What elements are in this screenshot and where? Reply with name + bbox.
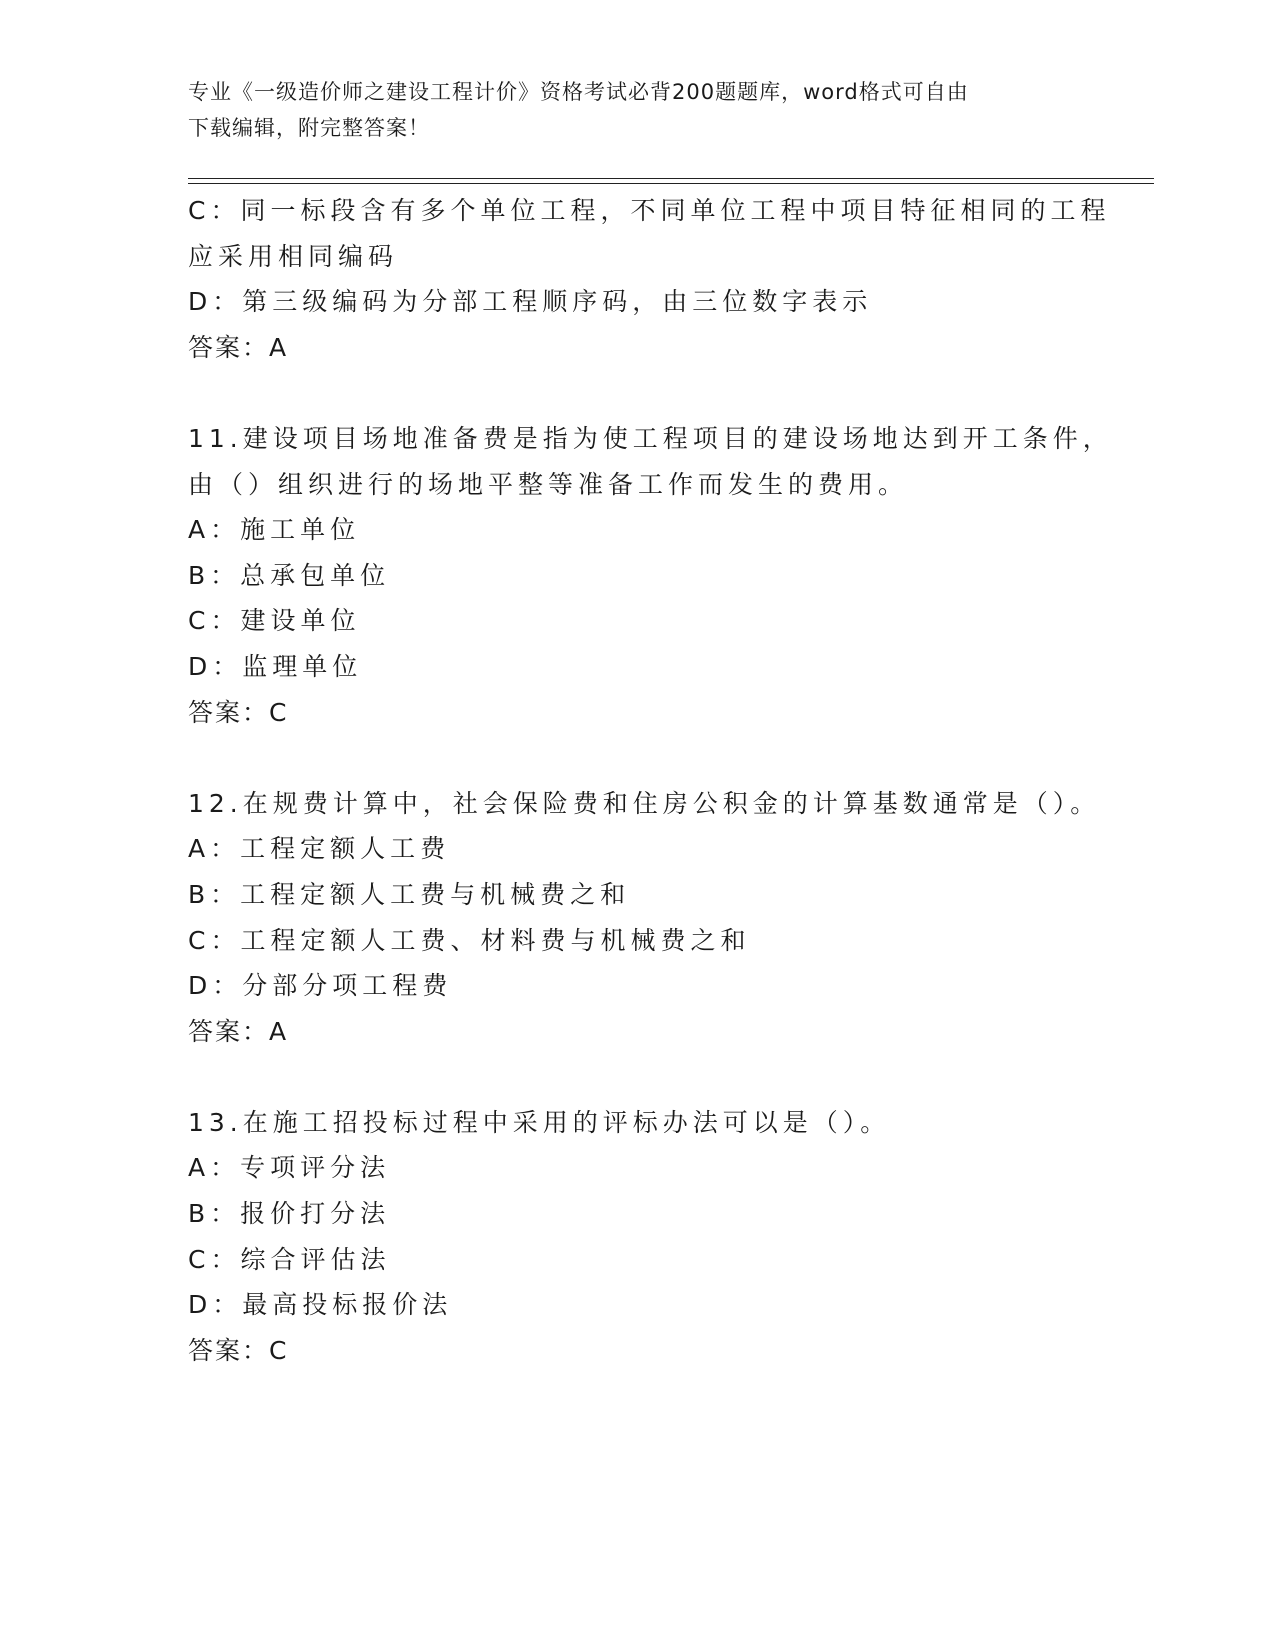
answer: 答案：A: [188, 1016, 289, 1046]
option-c: C：综合评估法: [188, 1244, 391, 1274]
header-title-line-1: 专业《一级造价师之建设工程计价》资格考试必背200题题库，word格式可自由: [188, 80, 969, 104]
answer: 答案：C: [188, 697, 289, 727]
option-b: B：工程定额人工费与机械费之和: [188, 879, 631, 909]
question-stem-line-1: 13.在施工招投标过程中采用的评标办法可以是（）。: [188, 1107, 891, 1137]
question-10-continuation: [188, 188, 1148, 370]
header-divider-bottom: [188, 183, 1154, 184]
option-d: D：分部分项工程费: [188, 971, 453, 1001]
option-b: B：报价打分法: [188, 1199, 391, 1229]
option-a: A：专项评分法: [188, 1153, 391, 1183]
header-divider-top: [188, 178, 1154, 179]
option-a: A：施工单位: [188, 515, 361, 545]
question-stem-line-1: 12.在规费计算中，社会保险费和住房公积金的计算基数通常是（）。: [188, 788, 1101, 818]
option-c-line-1: C：同一标段含有多个单位工程，不同单位工程中项目特征相同的工程: [188, 196, 1111, 225]
answer: 答案：A: [188, 332, 289, 362]
option-c: C：建设单位: [188, 606, 361, 636]
question-stem-line-1: 11.建设项目场地准备费是指为使工程项目的建设场地达到开工条件，: [188, 423, 1113, 453]
question-12: [188, 781, 1148, 1055]
option-c: C：工程定额人工费、材料费与机械费之和: [188, 925, 751, 955]
document-body: [188, 188, 1148, 1373]
option-b: B：总承包单位: [188, 560, 391, 590]
answer: 答案：C: [188, 1335, 289, 1365]
option-a: A：工程定额人工费: [188, 834, 451, 864]
option-d: D：监理单位: [188, 651, 363, 681]
header-title-line-2: 下载编辑，附完整答案！: [188, 116, 430, 140]
question-11: [188, 416, 1148, 735]
question-stem-line-2: 由（）组织进行的场地平整等准备工作而发生的费用。: [188, 469, 909, 499]
option-d: D：第三级编码为分部工程顺序码，由三位数字表示: [188, 287, 873, 317]
option-d: D：最高投标报价法: [188, 1290, 453, 1320]
option-c-line-2: 应采用相同编码: [188, 241, 399, 271]
question-13: [188, 1100, 1148, 1374]
document-header: [188, 74, 1078, 146]
